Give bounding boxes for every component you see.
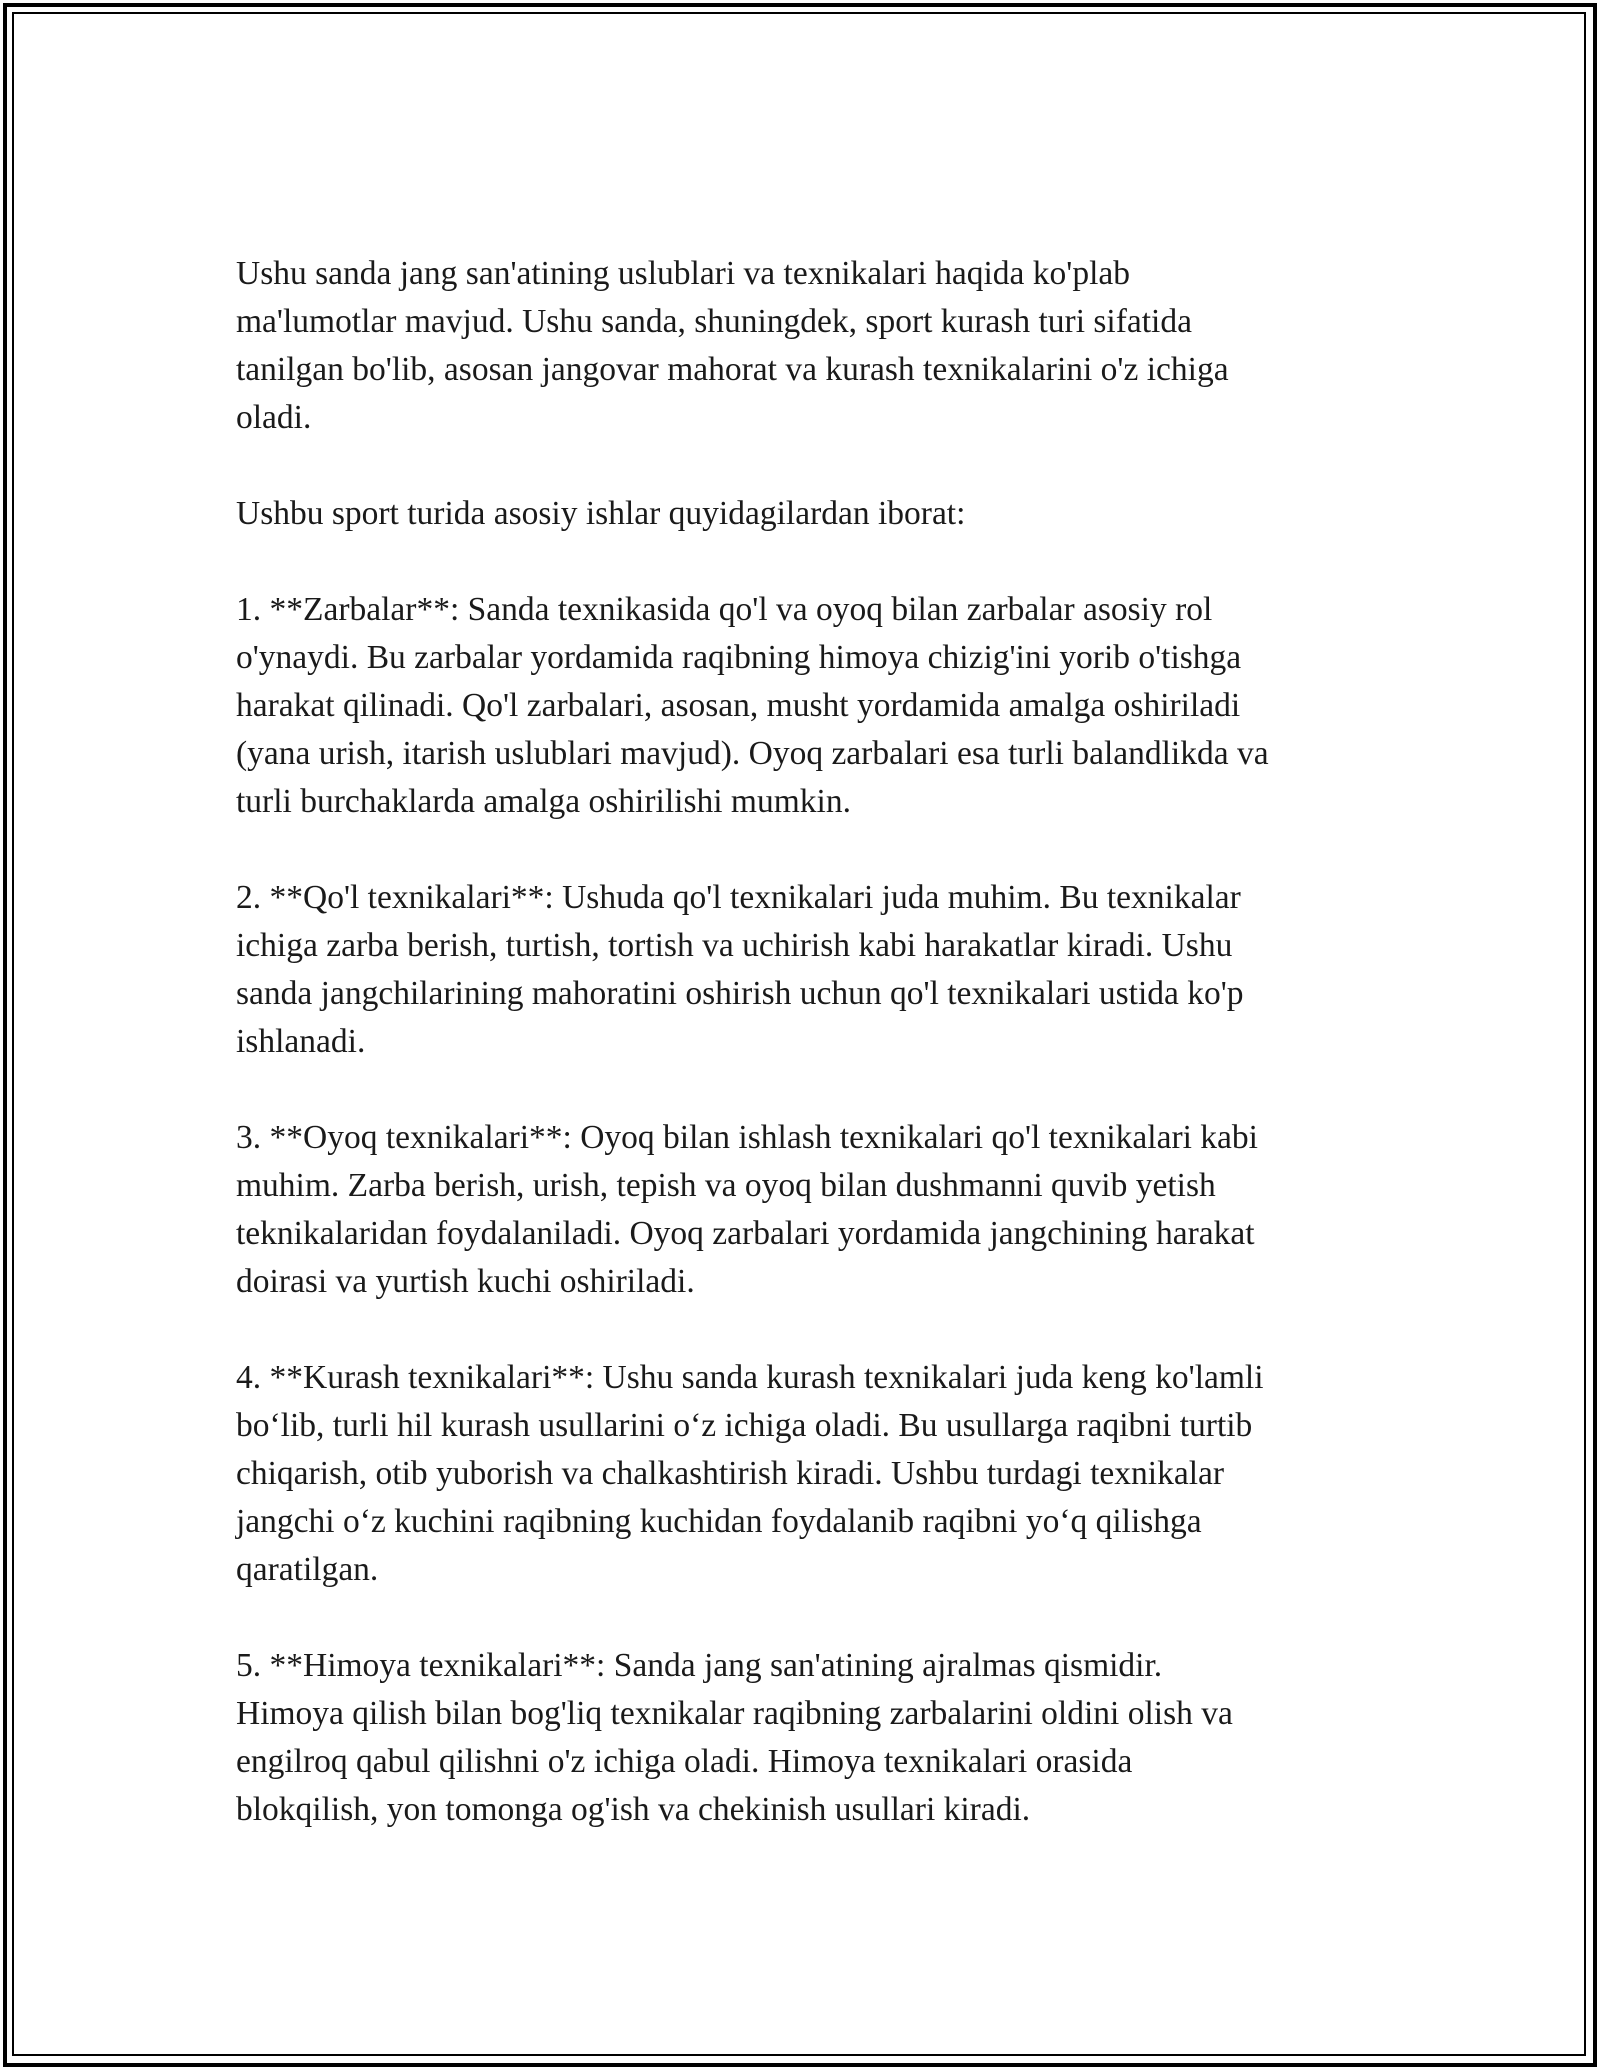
list-item-himoya-texnikalari: 5. **Himoya texnikalari**: Sanda jang san'atining ajralmas qismidir. Himoya qilish bilan bog'liq texnikalar raqibning zarbalarini oldini olish va engilroq qabul qilishni o'z ichiga oladi. Himoya texnikalari orasida blokqilish, yon tomonga og'ish va chekinish usullari kiradi. <box>236 1647 1233 1828</box>
list-intro-paragraph: Ushbu sport turida asosiy ishlar quyidagilardan iborat: <box>236 495 966 532</box>
list-item-oyoq-texnikalari: 3. **Oyoq texnikalari**: Oyoq bilan ishlash texnikalari qo'l texnikalari kabi muhim. Zarba berish, urish, tepish va oyoq bilan dushmanni quvib yetish teknikalaridan foydalaniladi. Oyoq zarbalari yordamida jangchining harakat doirasi va yurtish kuchi oshiriladi. <box>236 1119 1258 1300</box>
document-body <box>236 250 1376 1834</box>
list-item-qol-texnikalari: 2. **Qo'l texnikalari**: Ushuda qo'l texnikalari juda muhim. Bu texnikalar ichiga zarba berish, turtish, tortish va uchirish kabi harakatlar kiradi. Ushu sanda jangchilarining mahoratini oshirish uchun qo'l texnikalari ustida ko'p ishlanadi. <box>236 879 1244 1060</box>
list-item-zarbalar: 1. **Zarbalar**: Sanda texnikasida qo'l va oyoq bilan zarbalar asosiy rol o'ynaydi. Bu zarbalar yordamida raqibning himoya chizig'ini yorib o'tishga harakat qilinadi. Qo'l zarbalari, asosan, musht yordamida amalga oshiriladi (yana urish, itarish uslublari mavjud). Oyoq zarbalari esa turli balandlikda va turli burchaklarda amalga oshirilishi mumkin. <box>236 591 1269 820</box>
intro-paragraph: Ushu sanda jang san'atining uslublari va texnikalari haqida ko'plab ma'lumotlar mavjud. Ushu sanda, shuningdek, sport kurash turi sifatida tanilgan bo'lib, asosan jangovar mahorat va kurash texnikalarini o'z ichiga oladi. <box>236 255 1229 436</box>
list-item-kurash-texnikalari: 4. **Kurash texnikalari**: Ushu sanda kurash texnikalari juda keng ko'lamli bo‘lib, turli hil kurash usullarini o‘z ichiga oladi. Bu usullarga raqibni turtib chiqarish, otib yuborish va chalkashtirish kiradi. Ushbu turdagi texnikalar jangchi o‘z kuchini raqibning kuchidan foydalanib raqibni yo‘q qilishga qaratilgan. <box>236 1359 1264 1588</box>
